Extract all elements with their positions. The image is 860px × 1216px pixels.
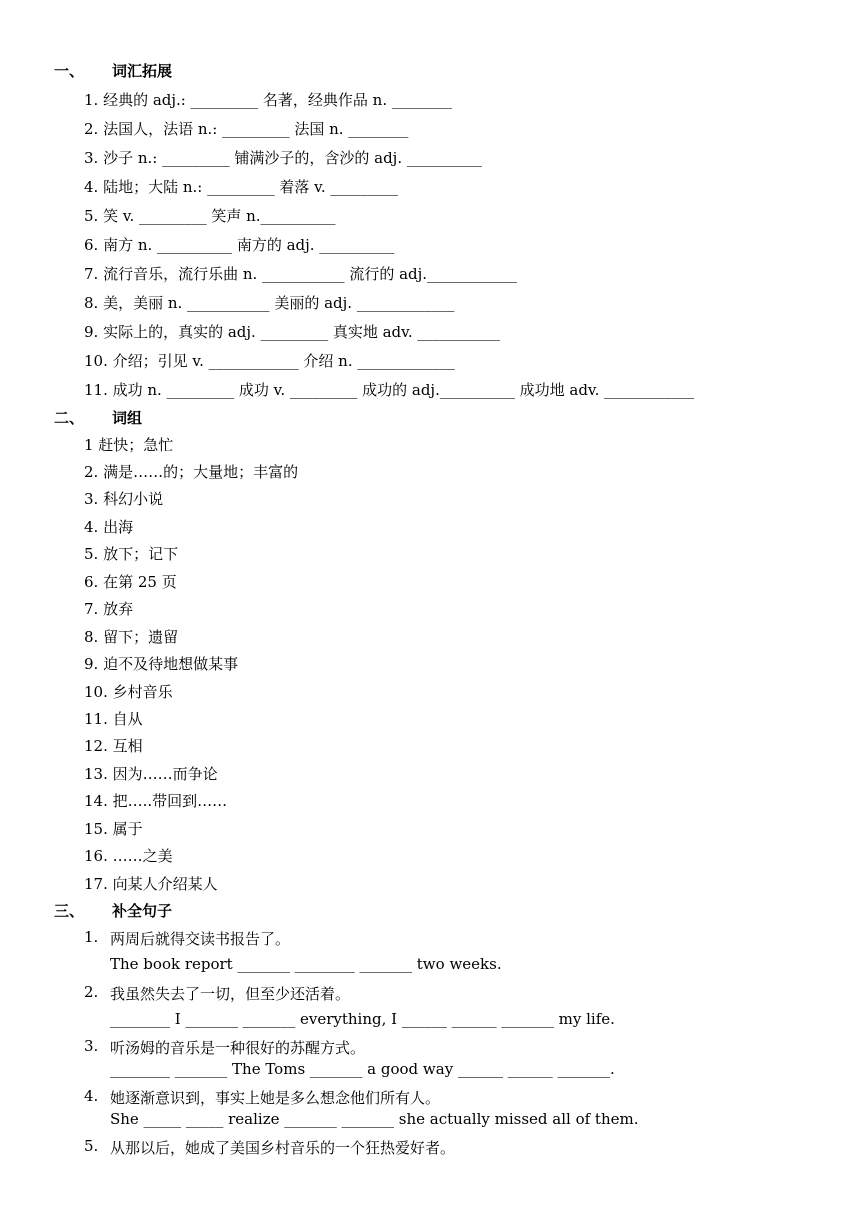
sentence-chinese: 她逐渐意识到，事实上她是多么想念他们所有人。 bbox=[110, 1089, 441, 1107]
phrase-item: 4. 出海 bbox=[84, 518, 134, 536]
sentence-number: 4. bbox=[84, 1087, 99, 1105]
phrase-item: 5. 放下；记下 bbox=[84, 545, 179, 563]
sentence-number: 2. bbox=[84, 983, 99, 1001]
vocab-item: 5. 笑 v. _________ 笑声 n.__________ bbox=[84, 207, 336, 225]
phrase-item: 15. 属于 bbox=[84, 820, 143, 838]
phrase-item: 1 赶快；急忙 bbox=[84, 436, 174, 454]
sentence-number: 1. bbox=[84, 928, 99, 946]
section-title: 补全句子 bbox=[112, 902, 173, 920]
phrase-item: 16. ……之美 bbox=[84, 847, 173, 865]
section-heading-vocabulary bbox=[54, 60, 172, 81]
phrase-item: 11. 自从 bbox=[84, 710, 143, 728]
phrase-item: 14. 把…..带回到…… bbox=[84, 792, 228, 810]
sentence-number: 5. bbox=[84, 1137, 99, 1155]
vocab-item: 6. 南方 n. __________ 南方的 adj. __________ bbox=[84, 236, 395, 254]
phrase-item: 2. 满是……的；大量地；丰富的 bbox=[84, 463, 299, 481]
vocab-item: 3. 沙子 n.: _________ 铺满沙子的，含沙的 adj. __________ bbox=[84, 149, 482, 167]
sentence-english: The book report _______ ________ _______ two weeks. bbox=[110, 955, 502, 973]
section-number: 一、 bbox=[54, 62, 85, 80]
phrase-item: 8. 留下；遗留 bbox=[84, 628, 179, 646]
phrase-item: 12. 互相 bbox=[84, 737, 143, 755]
vocab-item: 11. 成功 n. _________ 成功 v. _________ 成功的 adj.__________ 成功地 adv. ____________ bbox=[84, 381, 695, 399]
vocab-item: 10. 介绍；引见 v. ____________ 介绍 n. _____________ bbox=[84, 352, 455, 370]
phrase-item: 10. 乡村音乐 bbox=[84, 683, 173, 701]
vocab-item: 1. 经典的 adj.: _________ 名著，经典作品 n. ________ bbox=[84, 91, 452, 109]
phrase-item: 3. 科幻小说 bbox=[84, 490, 164, 508]
section-heading-sentences bbox=[54, 900, 172, 921]
section-title: 词汇拓展 bbox=[112, 62, 173, 80]
sentence-english: She _____ _____ realize _______ _______ she actually missed all of them. bbox=[110, 1110, 639, 1128]
sentence-chinese: 从那以后，她成了美国乡村音乐的一个狂热爱好者。 bbox=[110, 1139, 456, 1157]
phrase-item: 9. 迫不及待地想做某事 bbox=[84, 655, 239, 673]
sentence-english: ________ _______ The Toms _______ a good way ______ ______ _______. bbox=[110, 1060, 615, 1078]
sentence-chinese: 我虽然失去了一切，但至少还活着。 bbox=[110, 985, 351, 1003]
phrase-item: 13. 因为……而争论 bbox=[84, 765, 218, 783]
section-title: 词组 bbox=[112, 409, 143, 427]
vocab-item: 4. 陆地；大陆 n.: _________ 着落 v. _________ bbox=[84, 178, 398, 196]
phrase-item: 6. 在第 25 页 bbox=[84, 573, 177, 591]
vocab-item: 7. 流行音乐，流行乐曲 n. ___________ 流行的 adj.____________ bbox=[84, 265, 518, 283]
sentence-chinese: 两周后就得交读书报告了。 bbox=[110, 930, 291, 948]
vocab-item: 2. 法国人，法语 n.: _________ 法国 n. ________ bbox=[84, 120, 409, 138]
vocab-item: 9. 实际上的，真实的 adj. _________ 真实地 adv. ___________ bbox=[84, 323, 500, 341]
section-number: 三、 bbox=[54, 902, 85, 920]
phrase-item: 17. 向某人介绍某人 bbox=[84, 875, 218, 893]
section-number: 二、 bbox=[54, 409, 85, 427]
phrase-item: 7. 放弃 bbox=[84, 600, 134, 618]
section-heading-phrases bbox=[54, 407, 142, 428]
sentence-chinese: 听汤姆的音乐是一种很好的苏醒方式。 bbox=[110, 1039, 366, 1057]
sentence-number: 3. bbox=[84, 1037, 99, 1055]
vocab-item: 8. 美，美丽 n. ___________ 美丽的 adj. _____________ bbox=[84, 294, 455, 312]
sentence-english: ________ I _______ _______ everything, I ______ ______ _______ my life. bbox=[110, 1010, 615, 1028]
